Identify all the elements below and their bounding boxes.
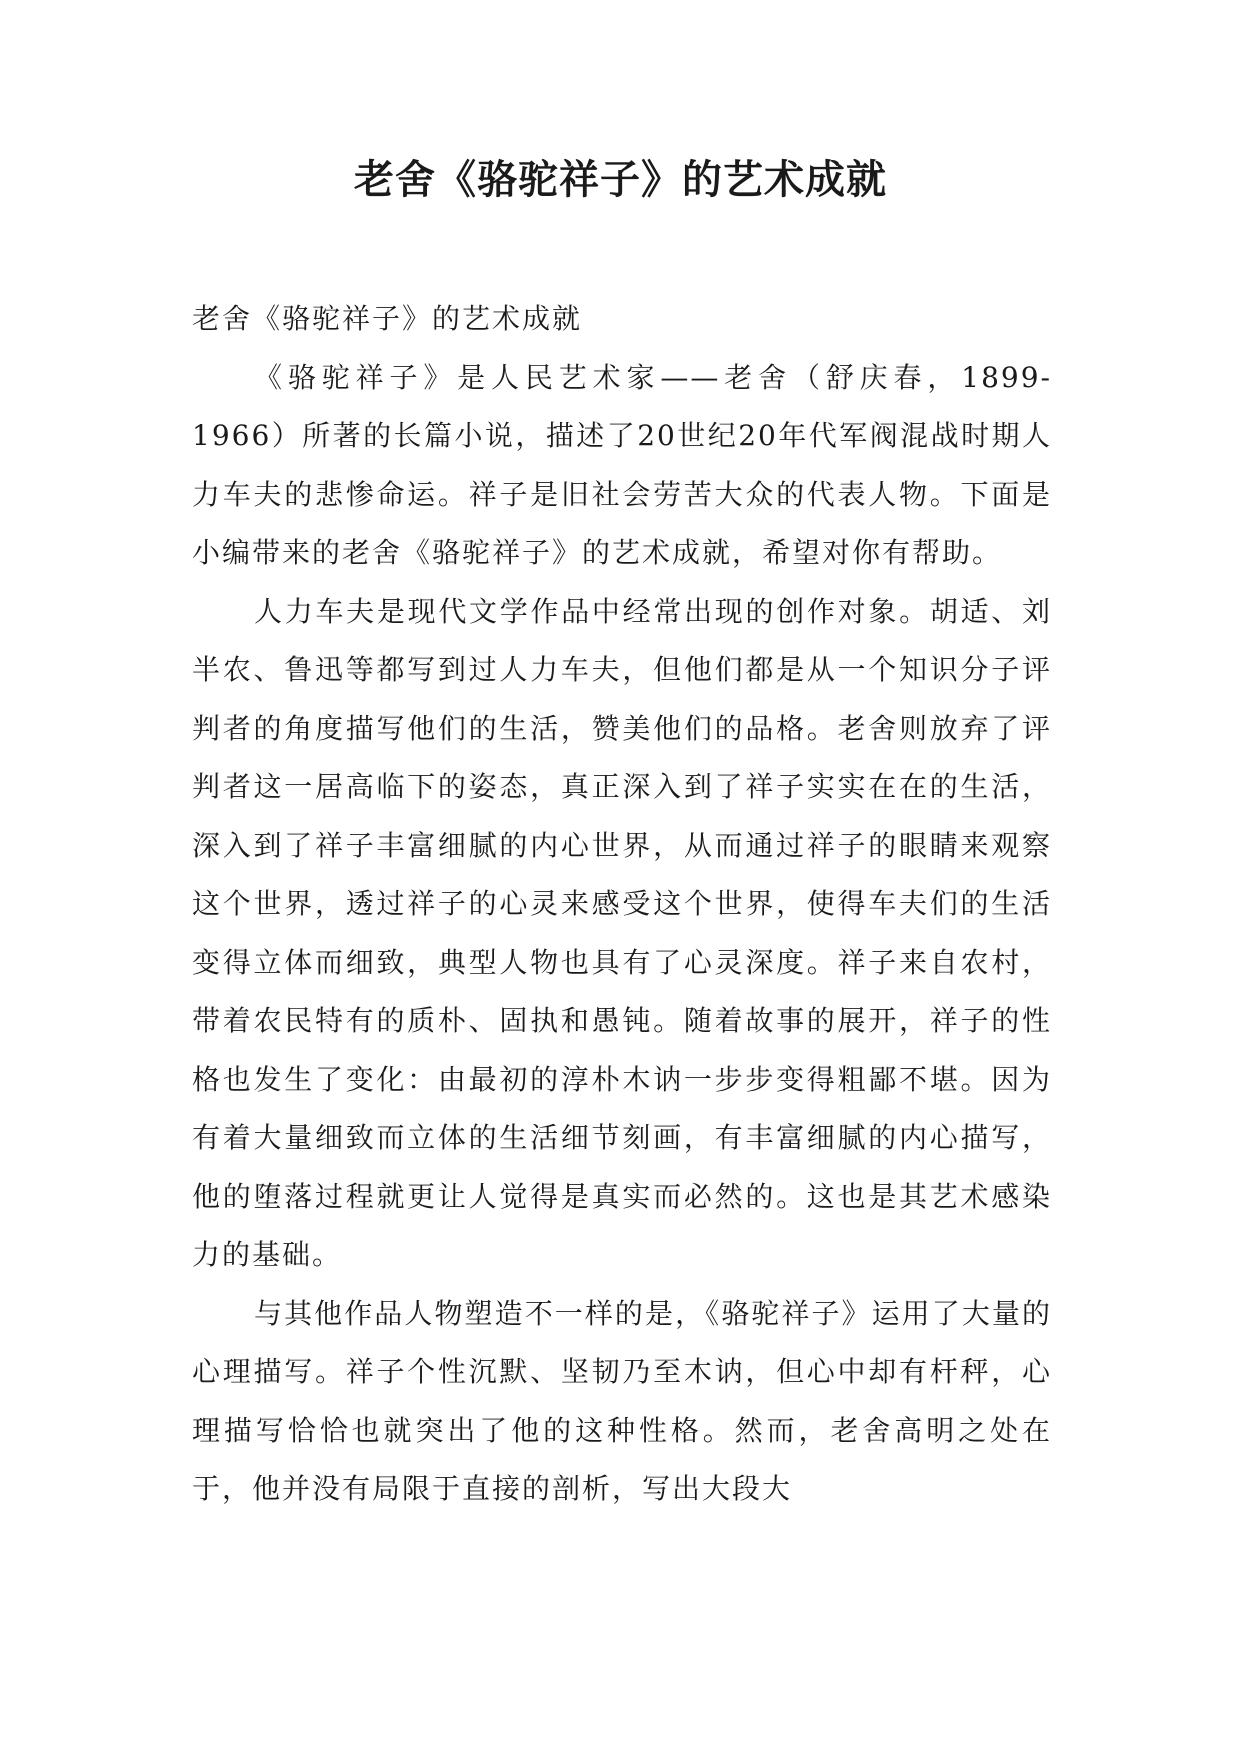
paragraph-rickshaw-puller: 人力车夫是现代文学作品中经常出现的创作对象。胡适、刘半农、鲁迅等都写到过人力车夫，但他们都是从一个知识分子评判者的角度描写他们的生活，赞美他们的品格。老舍则放弃了评判者这一居高临下的姿态，真正深入到了祥子实实在在的生活，深入到了祥子丰富细腻的内心世界，从而通过祥子的眼睛来观察这个世界，透过祥子的心灵来感受这个世界，使得车夫们的生活变得立体而细致，典型人物也具有了心灵深度。祥子来自农村，带着农民特有的质朴、固执和愚钝。随着故事的展开，祥子的性格也发生了变化：由最初的淳朴木讷一步步变得粗鄙不堪。因为有着大量细致而立体的生活细节刻画，有丰富细腻的内心描写，他的堕落过程就更让人觉得是真实而必然的。这也是其艺术感染力的基础。	[192, 594, 1052, 1271]
paragraph-intro: 《骆驼祥子》是人民艺术家——老舍（舒庆春，1899-1966）所著的长篇小说，描述了20世纪20年代军阀混战时期人力车夫的悲惨命运。祥子是旧社会劳苦大众的代表人物。下面是小编带来的老舍《骆驼祥子》的艺术成就，希望对你有帮助。	[192, 360, 1052, 569]
document-title: 老舍《骆驼祥子》的艺术成就	[354, 157, 887, 203]
document-body	[192, 290, 1052, 1519]
paragraph-psychological-description: 与其他作品人物塑造不一样的是，《骆驼祥子》运用了大量的心理描写。祥子个性沉默、坚韧乃至木讷，但心中却有杆秤，心理描写恰恰也就突出了他的这种性格。然而，老舍高明之处在于，他并没有局限于直接的剖析，写出大段大	[192, 1296, 1052, 1505]
document-subtitle: 老舍《骆驼祥子》的艺术成就	[192, 302, 583, 335]
